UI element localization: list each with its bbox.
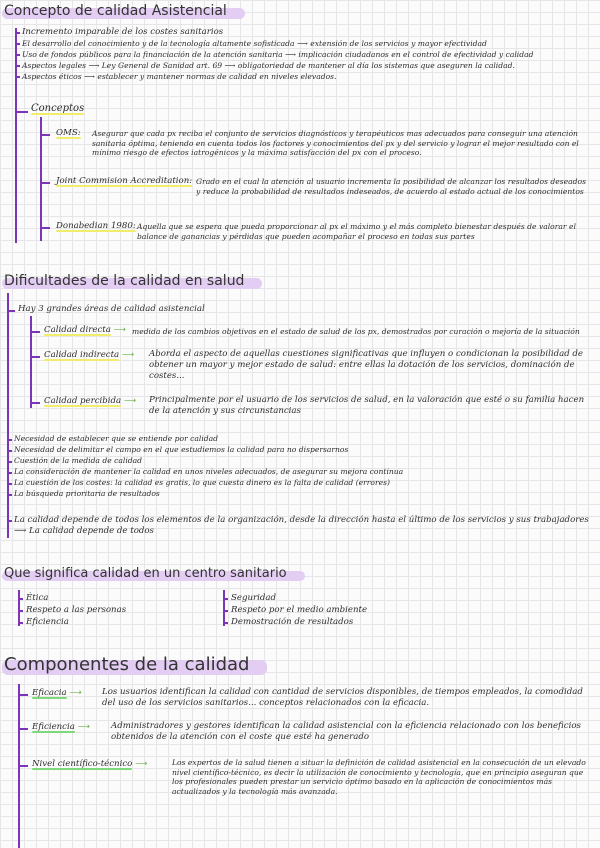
definition-text: Grado en el cual la atención al usuario incrementa la posibilidad de alcanzar los resultados deseados y reduce la probabilidad de resultados indeseados, de acuerdo al estado actual de los conocimientos	[196, 177, 586, 196]
concepto-item: Aspectos éticos ⟶ establecer y mantener normas de calidad en niveles elevados.	[22, 72, 337, 81]
dificultad-item: La búsqueda prioritaria de resultados	[14, 489, 160, 498]
concepto-item: Uso de fondos públicos para la financiación de la atención sanitaria ⟶ implicación ciudadanos en el control de efectividad y calidad	[22, 50, 534, 59]
area-text: Aborda el aspecto de aquellas cuestiones significativas que influyen o condicionan la posibilidad de obtener un mayor y mejor estado de salud: entre ellas la dotación de los servicios, dominación de costes...	[149, 349, 584, 381]
significa-item: Respeto por el medio ambiente	[231, 605, 368, 615]
area-label-indirecta: Calidad indirecta ⟶	[44, 350, 135, 360]
definition-text: Asegurar que cada px reciba el conjunto de servicios diagnósticos y terapéuticos mas adecuados para conseguir una atención sanitaria óptima, teniendo en cuenta todos los factores y conocimientos del px y del servicio y lograr el mejor resultado con el mínimo riesgo de efectos iatrogénicos y la máxima satisfacción del px con el proceso.	[92, 129, 579, 158]
significa-item: Ética	[26, 593, 49, 603]
concepto-item: Aspectos legales ⟶ Ley General de Sanidad art. 69 ⟶ obligatoriedad de mantener al día los sistemas que aseguren la calidad.	[22, 61, 515, 70]
section-title-significa: Que significa calidad en un centro sanitario	[4, 566, 287, 581]
area-label-directa: Calidad directa ⟶	[44, 325, 126, 335]
section-title-componentes: Componentes de la calidad	[4, 654, 249, 675]
branch-line	[15, 28, 17, 243]
areas-intro: Hay 3 grandes áreas de calidad asistencial	[18, 304, 205, 314]
componente-text: Los usuarios identifican la calidad con cantidad de servicios disponibles, de tiempos empleados, la comodidad del uso de los servicios sanitarios... conceptos relacionados con la eficacia.	[102, 687, 583, 708]
dificultad-item: Cuestión de la medida de calidad	[14, 456, 143, 465]
dificultad-item: Necesidad de delimitar el campo en el que estudiemos la calidad para no dispersarnos	[14, 445, 349, 454]
significa-item: Demostración de resultados	[231, 617, 354, 627]
dificultad-item: Necesidad de establecer que se entiende por calidad	[14, 434, 219, 443]
section-title-dificultades: Dificultades de la calidad en salud	[4, 273, 244, 289]
dificultad-closing: La calidad depende de todos los elementos de la organización, desde la dirección hasta el último de los servicios y sus trabajadores ⟶ La calidad depende de todos	[14, 515, 589, 536]
significa-item: Respeto a las personas	[26, 605, 127, 615]
componente-label-eficiencia: Eficiencia ⟶	[32, 722, 90, 732]
dificultad-item: La cuestión de los costes: la calidad es gratis, lo que cuesta dinero es la falta de calidad (errores)	[14, 478, 390, 487]
componente-text: Los expertos de la salud tienen a situar la definición de calidad asistencial en la consecución de un elevado nivel científico-técnico, es decir la utilización de conocimiento y tecnología, que en principio aseguran que los profesionales pueden prestar un servicio óptimo basado en la aplicación de conocimientos más actualizados y la tecnología más avanzada.	[172, 758, 586, 796]
area-label-percibida: Calidad percibida ⟶	[44, 396, 137, 406]
section-title-concepto: Concepto de calidad Asistencial	[4, 3, 227, 19]
definition-label-donabedian: Donabedian 1980:	[56, 221, 136, 231]
componente-label-eficacia: Eficacia ⟶	[32, 688, 82, 698]
area-text: medida de los cambios objetivos en el estado de salud de los px, demostrados por curación o mejoría de la situación	[132, 327, 580, 336]
concepto-item: El desarrollo del conocimiento y de la tecnología altamente sofisticada ⟶ extensión de los servicios y mayor efectividad	[22, 39, 487, 48]
area-text: Principalmente por el usuario de los servicios de salud, en la valoración que esté o su familia hacen de la atención y sus circunstancias	[149, 395, 585, 416]
significa-item: Seguridad	[231, 593, 276, 603]
conceptos-label: Conceptos	[31, 103, 85, 114]
concepto-item: Incremento imparable de los costes sanitarios	[22, 27, 224, 37]
dificultad-item: La consideración de mantener la calidad en unos niveles adecuados, de asegurar su mejora continua	[14, 467, 404, 476]
definition-label-joint: Joint Commision Accreditation:	[56, 176, 193, 186]
componente-text: Administradores y gestores identifican la calidad asistencial con la eficiencia relacionado con los beneficios obtenidos de la atención con el coste que esté ha generado	[111, 721, 581, 742]
significa-item: Eficiencia	[26, 617, 69, 627]
definition-label-oms: OMS:	[56, 128, 81, 138]
componente-label-nivel: Nivel científico-técnico ⟶	[32, 759, 148, 769]
definition-text: Aquella que se espera que pueda proporcionar al px el máximo y el más completo bienestar después de valorar el balance de ganancias y pérdidas que pueden acompañar el proceso en todas sus partes	[137, 222, 576, 241]
